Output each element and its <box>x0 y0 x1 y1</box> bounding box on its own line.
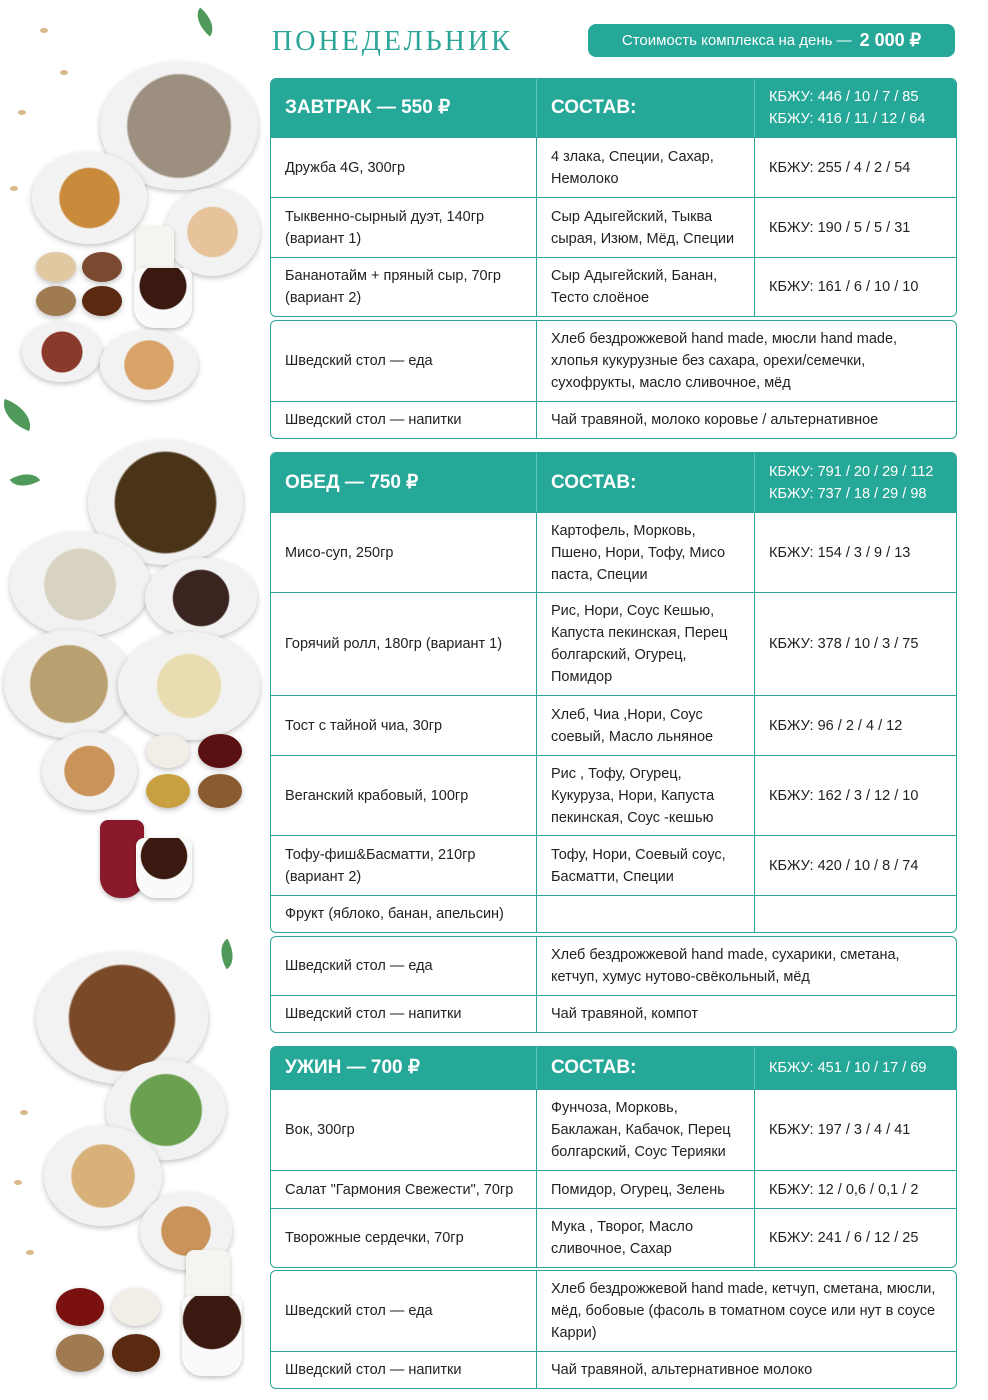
dinner-buffet-table <box>270 1270 957 1389</box>
kbju-total: КБЖУ: 446 / 10 / 7 / 85 <box>769 89 919 105</box>
dish-composition: Сыр Адыгейский, Банан, Тесто слоёное <box>536 258 754 316</box>
buffet-composition: Чай травяной, альтернативное молоко <box>536 1352 956 1388</box>
dish-kbju: КБЖУ: 378 / 10 / 3 / 75 <box>754 593 956 695</box>
rice-plate <box>118 632 260 740</box>
dish-kbju: КБЖУ: 241 / 6 / 12 / 25 <box>754 1209 956 1267</box>
seed-icon <box>10 186 18 191</box>
breakfast-buffet-table <box>270 320 957 439</box>
table-row <box>271 895 956 932</box>
cottage-hearts-plate <box>44 1126 162 1226</box>
table-row <box>271 695 956 755</box>
nuts-bowl-lunch <box>198 774 242 808</box>
dish-kbju: КБЖУ: 190 / 5 / 5 / 31 <box>754 198 956 257</box>
buffet-name: Шведский стол — напитки <box>285 1006 462 1022</box>
dish-kbju: КБЖУ: 96 / 2 / 4 / 12 <box>754 696 956 755</box>
dish-name: Тыквенно-сырный дуэт, 140гр (вариант 1) <box>285 208 485 247</box>
dish-name: Вок, 300гр <box>285 1122 355 1138</box>
lunch-buffet-table <box>270 936 957 1033</box>
pastry-plate <box>32 152 147 244</box>
breakfast-header <box>271 79 956 137</box>
dish-composition: Сыр Адыгейский, Тыква сырая, Изюм, Мёд, Специи <box>536 198 754 257</box>
dish-name: Дружба 4G, 300гр <box>285 159 406 176</box>
dish-kbju: КБЖУ: 420 / 10 / 8 / 74 <box>754 836 956 895</box>
ketchup-bowl <box>198 734 242 768</box>
cost-amount: 2 000 ₽ <box>859 30 922 50</box>
dish-composition <box>536 896 754 932</box>
day-cost-badge <box>588 24 955 57</box>
mint-leaf-icon <box>0 399 37 431</box>
buffet-name: Шведский стол — напитки <box>285 1362 462 1378</box>
seed-icon <box>14 1180 22 1185</box>
table-row <box>271 321 956 401</box>
composition-label: СОСТАВ: <box>536 79 754 137</box>
dish-kbju: КБЖУ: 12 / 0,6 / 0,1 / 2 <box>754 1171 956 1208</box>
table-row <box>271 137 956 197</box>
raisins-bowl <box>82 252 122 282</box>
dried-fruit-plate <box>22 322 102 382</box>
sour-cream-bowl <box>146 734 190 768</box>
lunch-title: ОБЕД — 750 ₽ <box>285 471 419 493</box>
dish-name: Творожные сердечки, 70гр <box>285 1230 464 1246</box>
seed-icon <box>60 70 68 75</box>
table-row <box>271 1170 956 1208</box>
buffet-name: Шведский стол — напитки <box>285 412 462 428</box>
table-row <box>271 755 956 835</box>
mint-leaf-icon <box>190 8 220 37</box>
bread-plate-lunch <box>42 732 137 810</box>
dinner-kbju <box>754 1047 956 1089</box>
table-row <box>271 1089 956 1170</box>
tea-cup-lunch <box>136 838 192 898</box>
dinner-header <box>271 1047 956 1089</box>
dish-composition: Фунчоза, Морковь, Баклажан, Кабачок, Перец болгарский, Соус Терияки <box>536 1090 754 1170</box>
table-row <box>271 835 956 895</box>
table-row <box>271 1208 956 1267</box>
muesli-bowl <box>36 286 76 316</box>
dish-composition: 4 злака, Специи, Сахар, Немолоко <box>536 138 754 197</box>
composition-label: СОСТАВ: <box>536 1047 754 1089</box>
table-row <box>271 512 956 592</box>
dish-composition: Хлеб, Чиа ,Нори, Соус соевый, Масло льняное <box>536 696 754 755</box>
bread-plate <box>100 330 198 400</box>
chia-toast-plate <box>145 558 257 638</box>
dish-kbju: КБЖУ: 162 / 3 / 12 / 10 <box>754 756 956 835</box>
dish-name: Горячий ролл, 180гр (вариант 1) <box>285 636 503 652</box>
table-row <box>271 1351 956 1388</box>
cheese-plate <box>165 188 260 276</box>
croutons-bowl <box>146 774 190 808</box>
dish-name: Салат "Гармония Свежести", 70гр <box>285 1181 514 1198</box>
food-photos <box>0 0 268 1400</box>
table-row <box>271 995 956 1032</box>
rolls-plate <box>10 532 150 637</box>
dish-name: Тост с тайной чиа, 30гр <box>285 717 443 734</box>
kbju-total: КБЖУ: 451 / 10 / 17 / 69 <box>769 1060 927 1076</box>
table-row <box>271 197 956 257</box>
dish-composition: Рис, Нори, Соус Кешью, Капуста пекинская, Перец болгарский, Огурец, Помидор <box>536 593 754 695</box>
dinner-table <box>270 1046 957 1268</box>
dish-kbju: КБЖУ: 197 / 3 / 4 / 41 <box>754 1090 956 1170</box>
dish-composition: Картофель, Морковь, Пшено, Нори, Тофу, Мисо паста, Специи <box>536 513 754 592</box>
mint-leaf-icon <box>10 467 41 494</box>
table-row <box>271 257 956 316</box>
breakfast-title: ЗАВТРАК — 550 ₽ <box>285 97 451 118</box>
dish-kbju: КБЖУ: 154 / 3 / 9 / 13 <box>754 513 956 592</box>
buffet-name: Шведский стол — еда <box>285 958 433 974</box>
buffet-composition: Хлеб бездрожжевой hand made, сухарики, сметана, кетчуп, хумус нутово-свёкольный, мёд <box>536 937 956 995</box>
seed-icon <box>18 110 26 115</box>
dish-composition: Помидор, Огурец, Зелень <box>536 1171 754 1208</box>
cost-label: Стоимость комплекса на день — <box>621 32 852 49</box>
beans-bowl-dinner <box>112 1334 160 1372</box>
kbju-total: КБЖУ: 416 / 11 / 12 / 64 <box>769 111 926 127</box>
dish-name: Мисо-суп, 250гр <box>285 544 394 561</box>
salad-bowl-lunch <box>4 630 134 738</box>
tea-cup <box>134 268 192 328</box>
table-row <box>271 401 956 438</box>
table-row <box>271 937 956 995</box>
kbju-total: КБЖУ: 737 / 18 / 29 / 98 <box>769 485 927 502</box>
breakfast-table <box>270 78 957 317</box>
seed-icon <box>40 28 48 33</box>
dish-composition: Тофу, Нори, Соевый соус, Басматти, Специи <box>536 836 754 895</box>
tea-cup-dinner <box>182 1296 242 1376</box>
kbju-total: КБЖУ: 791 / 20 / 29 / 112 <box>769 463 934 480</box>
day-title: ПОНЕДЕЛЬНИК <box>272 26 513 57</box>
nuts-bowl <box>36 252 76 282</box>
ketchup-bowl-dinner <box>56 1288 104 1326</box>
lunch-kbju <box>754 453 956 512</box>
dish-composition: Мука , Творог, Масло сливочное, Сахар <box>536 1209 754 1267</box>
breakfast-kbju <box>754 79 956 137</box>
lunch-header <box>271 453 956 512</box>
sour-cream-bowl-dinner <box>112 1288 160 1326</box>
honey-bowl <box>82 286 122 316</box>
seed-icon <box>26 1250 34 1255</box>
buffet-composition: Хлеб бездрожжевой hand made, мюсли hand made, хлопья кукурузные без сахара, орехи/семечки, сухофрукты, масло сливочное, мёд <box>536 321 956 401</box>
dinner-title: УЖИН — 700 ₽ <box>285 1057 420 1078</box>
buffet-composition: Чай травяной, компот <box>536 996 956 1032</box>
table-row <box>271 1271 956 1351</box>
composition-label: СОСТАВ: <box>536 453 754 512</box>
dish-name: Фрукт (яблоко, банан, апельсин) <box>285 906 504 922</box>
dish-kbju: КБЖУ: 255 / 4 / 2 / 54 <box>754 138 956 197</box>
table-row <box>271 592 956 695</box>
dish-kbju <box>754 896 956 932</box>
mint-leaf-icon <box>214 939 241 970</box>
buffet-name: Шведский стол — еда <box>285 353 433 369</box>
buffet-composition: Хлеб бездрожжевой hand made, кетчуп, сметана, мюсли, мёд, бобовые (фасоль в томатном соусе или нут в соусе Карри) <box>536 1271 956 1351</box>
buffet-composition: Чай травяной, молоко коровье / альтернативное <box>536 402 956 438</box>
buffet-name: Шведский стол — еда <box>285 1303 433 1319</box>
dish-name: Тофу-фиш&Басматти, 210гр (вариант 2) <box>285 846 476 885</box>
muesli-bowl-dinner <box>56 1334 104 1372</box>
dish-name: Веганский крабовый, 100гр <box>285 787 469 804</box>
seed-icon <box>20 1110 28 1115</box>
dish-name: Бананотайм + пряный сыр, 70гр (вариант 2) <box>285 268 501 306</box>
lunch-table <box>270 452 957 933</box>
dish-kbju: КБЖУ: 161 / 6 / 10 / 10 <box>754 258 956 316</box>
dish-composition: Рис , Тофу, Огурец, Кукуруза, Нори, Капуста пекинская, Соус -кешью <box>536 756 754 835</box>
